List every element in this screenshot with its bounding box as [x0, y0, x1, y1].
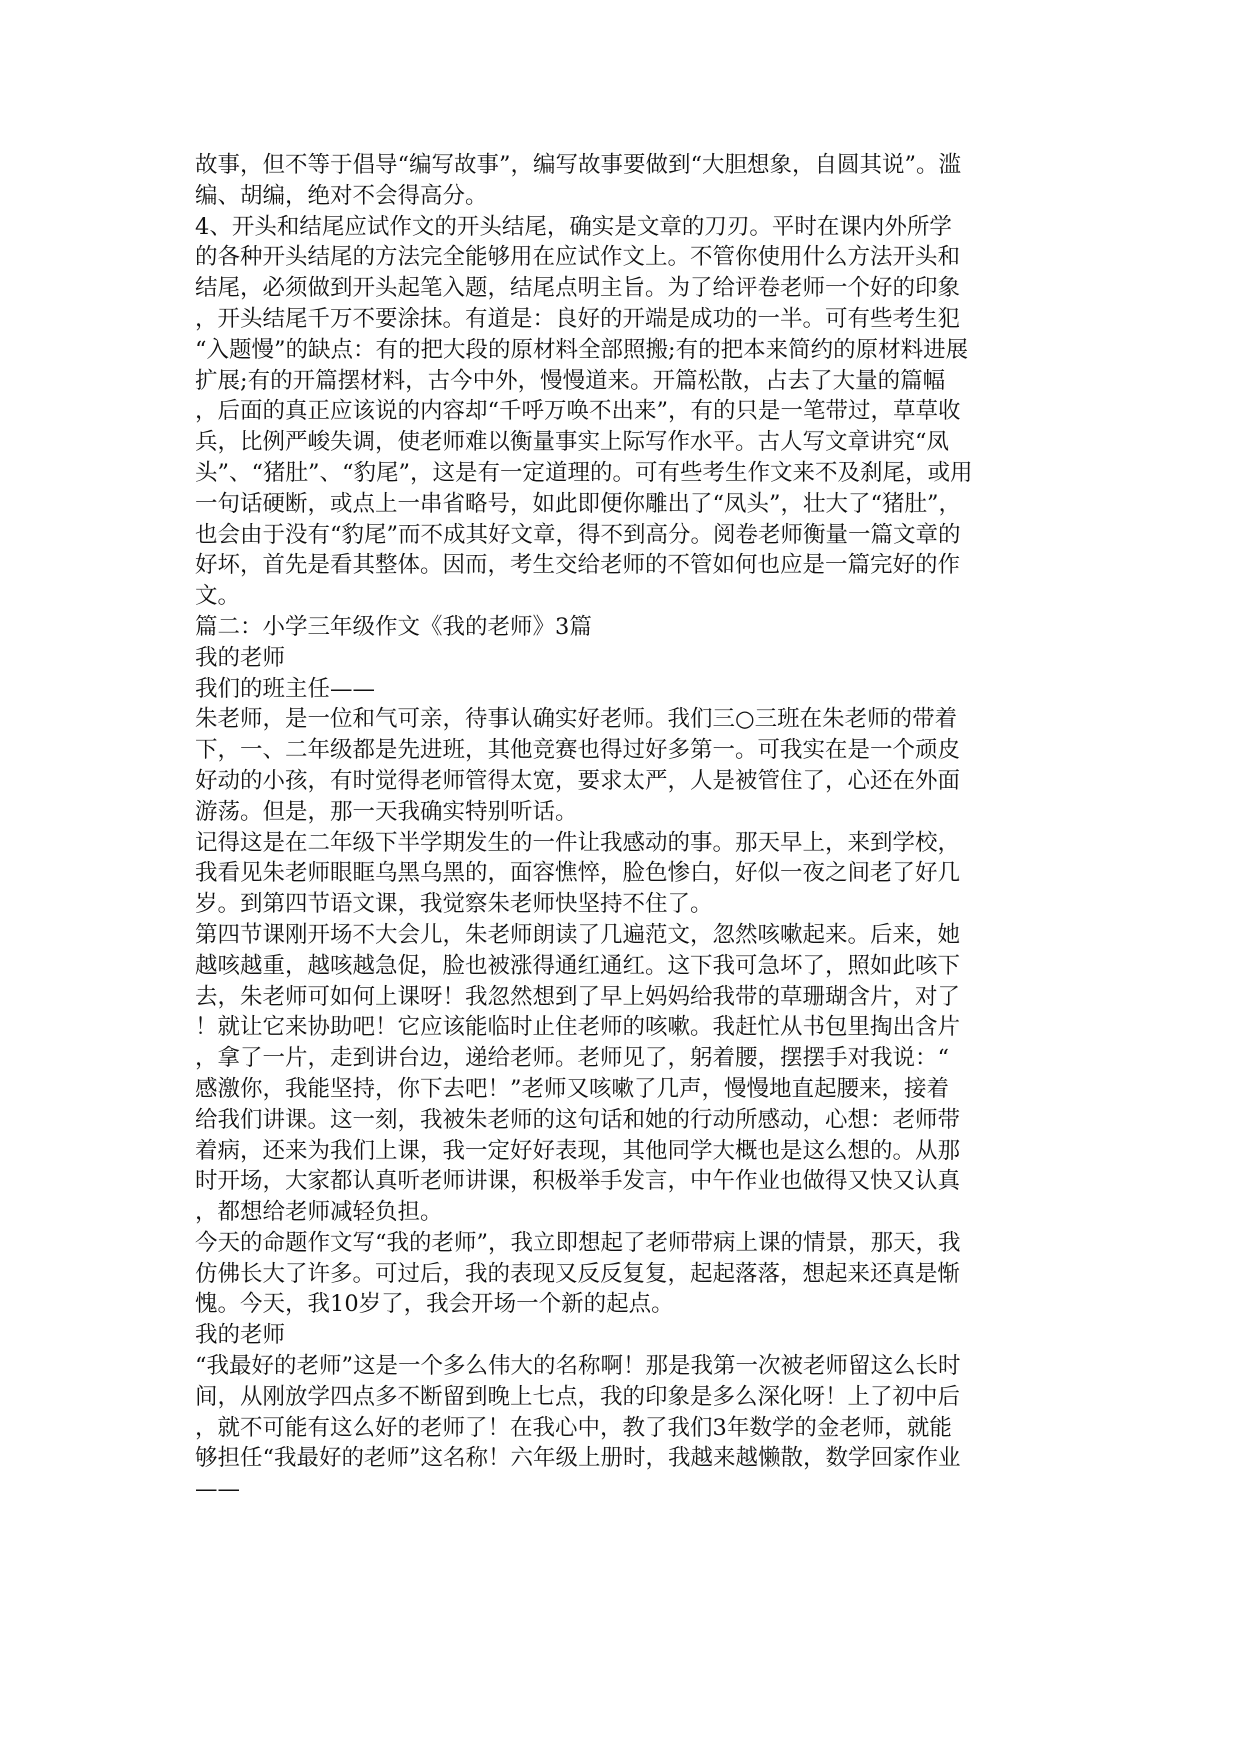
text-line: 游荡。但是，那一天我确实特别听话。 — [195, 798, 578, 825]
text-line: 编、胡编，绝对不会得高分。 — [195, 182, 488, 209]
text-line: 去，朱老师可如何上课呀！我忽然想到了早上妈妈给我带的草珊瑚含片，对了 — [195, 983, 961, 1010]
text-line: 的各种开头结尾的方法完全能够用在应试作文上。不管你使用什么方法开头和 — [195, 244, 961, 271]
text-line: 也会由于没有“豹尾”而不成其好文章，得不到高分。阅卷老师衡量一篇文章的 — [195, 521, 961, 548]
text-line: 我们的班主任—— — [195, 675, 376, 702]
text-line: 一句话硬断，或点上一串省略号，如此即便你雕出了“凤头”，壮大了“猪肚”， — [195, 490, 962, 517]
text-line: 我的老师 — [195, 644, 286, 671]
text-line: 4、开头和结尾应试作文的开头结尾，确实是文章的刀刃。平时在课内外所学 — [195, 213, 952, 240]
document-body — [195, 150, 1050, 1505]
text-line: 好动的小孩，有时觉得老师管得太宽，要求太严，人是被管住了，心还在外面 — [195, 767, 961, 794]
text-line: 好坏，首先是看其整体。因而，考生交给老师的不管如何也应是一篇完好的作 — [195, 552, 961, 579]
text-line: 兵，比例严峻失调，使老师难以衡量事实上际写作水平。古人写文章讲究“凤 — [195, 429, 950, 456]
text-line: 今天的命题作文写“我的老师”，我立即想起了老师带病上课的情景，那天，我 — [195, 1229, 961, 1256]
text-line: ，都想给老师减轻负担。 — [195, 1199, 443, 1226]
text-line: 记得这是在二年级下半学期发生的一件让我感动的事。那天早上，来到学校， — [195, 829, 961, 856]
text-line: 给我们讲课。这一刻，我被朱老师的这句话和她的行动所感动，心想：老师带 — [195, 1106, 961, 1133]
text-line: —— — [195, 1476, 240, 1503]
text-line: ！就让它来协助吧！它应该能临时止住老师的咳嗽。我赶忙从书包里掏出含片 — [195, 1014, 961, 1041]
text-line: 下，一、二年级都是先进班，其他竞赛也得过好多第一。可我实在是一个顽皮 — [195, 737, 961, 764]
text-line: 扩展;有的开篇摆材料，古今中外，慢慢道来。开篇松散，占去了大量的篇幅 — [195, 367, 946, 394]
text-line: 岁。到第四节语文课，我觉察朱老师快坚持不住了。 — [195, 891, 713, 918]
text-line: ，就不可能有这么好的老师了！在我心中，教了我们3年数学的金老师，就能 — [195, 1414, 952, 1441]
text-line: 够担任“我最好的老师”这名称！六年级上册时，我越来越懒散，数学回家作业 — [195, 1445, 961, 1472]
text-line: “我最好的老师”这是一个多么伟大的名称啊！那是我第一次被老师留这么长时 — [195, 1353, 961, 1380]
text-line: 仿佛长大了许多。可过后，我的表现又反反复复，起起落落，想起来还真是惭 — [195, 1260, 961, 1287]
text-line: 朱老师，是一位和气可亲，待事认确实好老师。我们三○三班在朱老师的带着 — [195, 706, 958, 733]
text-line: 间，从刚放学四点多不断留到晚上七点，我的印象是多么深化呀！上了初中后 — [195, 1383, 961, 1410]
text-line: 我看见朱老师眼眶乌黑乌黑的，面容憔悴，脸色惨白，好似一夜之间老了好几 — [195, 860, 961, 887]
text-line: 我的老师 — [195, 1322, 286, 1349]
text-line: 故事，但不等于倡导“编写故事”，编写故事要做到“大胆想象，自圆其说”。滥 — [195, 152, 962, 178]
text-line: 文。 — [195, 583, 241, 610]
text-line: 第四节课刚开场不大会儿，朱老师朗读了几遍范文，忽然咳嗽起来。后来，她 — [195, 921, 961, 948]
text-line: 愧。今天，我10岁了，我会开场一个新的起点。 — [195, 1291, 674, 1318]
text-line: ，拿了一片，走到讲台边，递给老师。老师见了，躬着腰，摆摆手对我说：“ — [195, 1045, 950, 1072]
text-line: 时开场，大家都认真听老师讲课，积极举手发言，中午作业也做得又快又认真 — [195, 1168, 961, 1195]
text-line: “入题慢”的缺点：有的把大段的原材料全部照搬;有的把本来简约的原材料进展 — [195, 336, 969, 363]
text-line: 结尾，必须做到开头起笔入题，结尾点明主旨。为了给评卷老师一个好的印象 — [195, 275, 961, 302]
text-line: 越咳越重，越咳越急促，脸也被涨得通红通红。这下我可急坏了，照如此咳下 — [195, 952, 961, 979]
text-line: 篇二：小学三年级作文《我的老师》3篇 — [195, 613, 592, 640]
text-line: 头”、“猪肚”、“豹尾”，这是有一定道理的。可有些考生作文来不及刹尾，或用 — [195, 459, 973, 486]
text-line: ，开头结尾千万不要涂抹。有道是：良好的开端是成功的一半。可有些考生犯 — [195, 305, 961, 332]
text-line: 着病，还来为我们上课，我一定好好表现，其他同学大概也是这么想的。从那 — [195, 1137, 961, 1164]
text-line: 感激你，我能坚持，你下去吧！”老师又咳嗽了几声，慢慢地直起腰来，接着 — [195, 1075, 950, 1102]
text-line: ，后面的真正应该说的内容却“千呼万唤不出来”，有的只是一笔带过，草草收 — [195, 398, 961, 425]
